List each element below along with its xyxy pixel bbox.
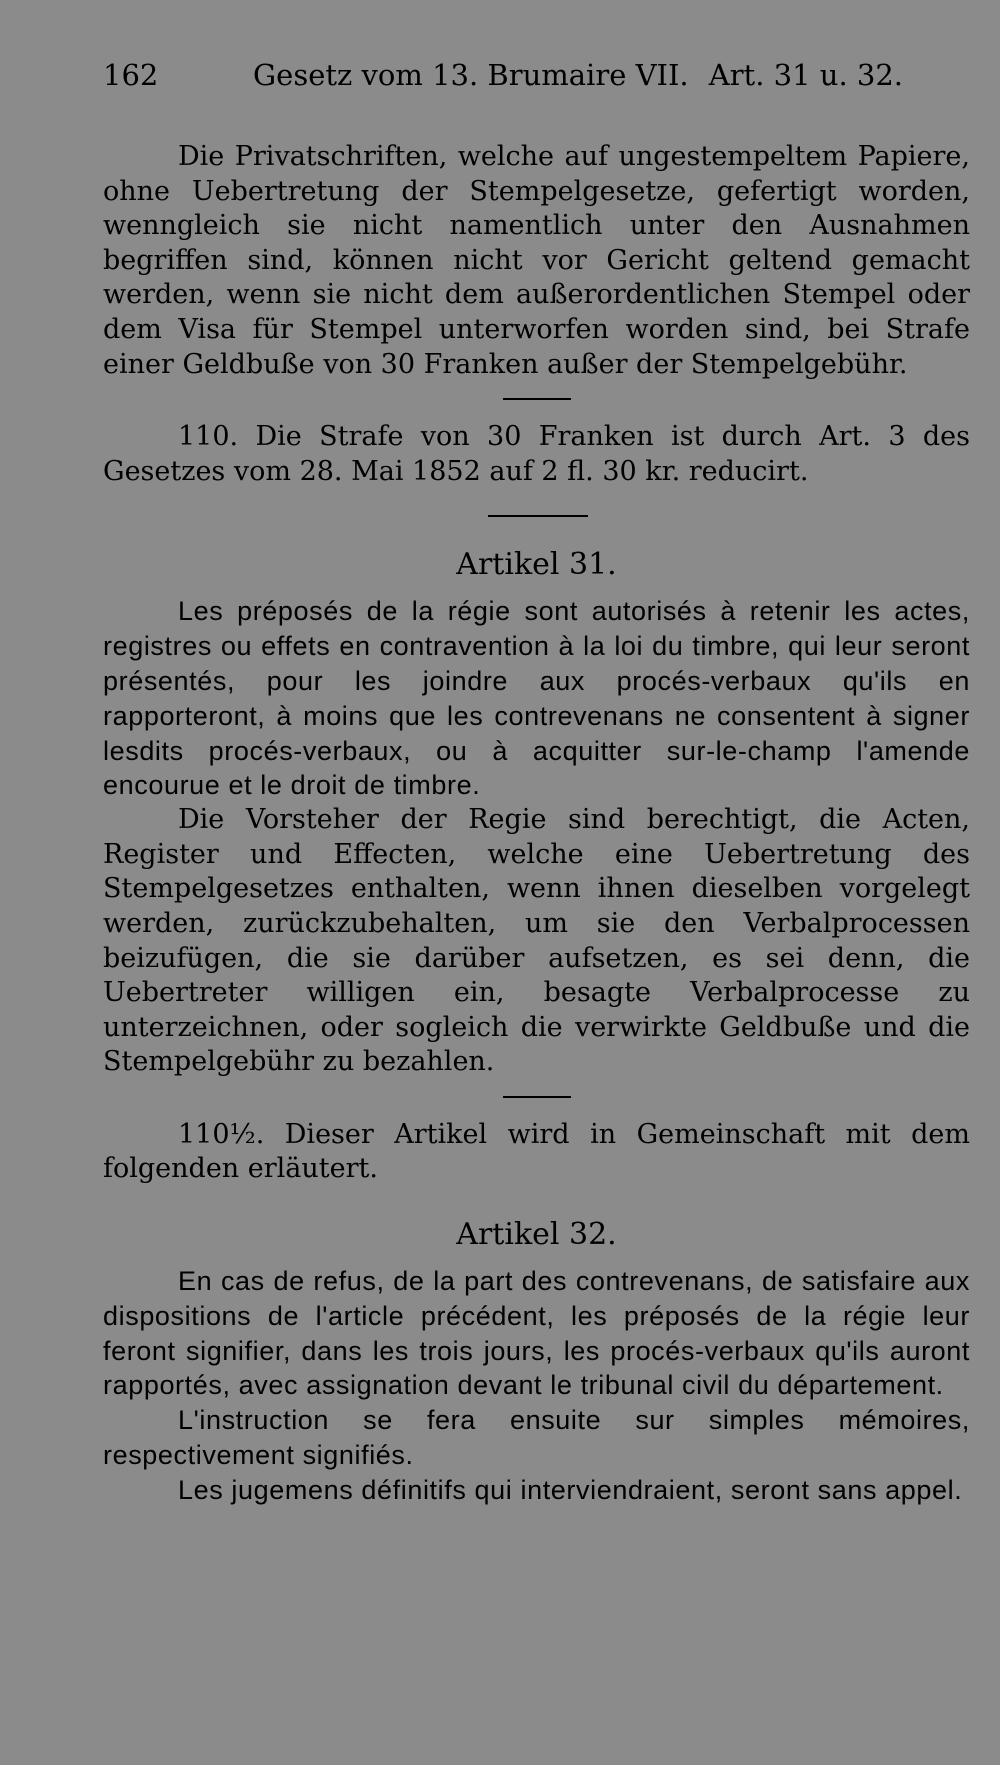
- paragraph-privatschriften: Die Privatschriften, welche auf ungestempeltem Papiere, ohne Uebertretung der Stempelgesetze, gefertigt worden, wenngleich sie nicht namentlich unter den Ausnahmen begriffen sind, können nicht vor Gericht geltend gemacht werden, wenn sie nicht dem außerordentlichen Stempel oder dem Visa für Stempel unterworfen worden sind, bei Strafe einer Geldbuße von 30 Franken außer der Stempelgebühr.: [103, 141, 970, 380]
- article-31-heading: Artikel 31.: [456, 547, 617, 583]
- divider: [503, 398, 571, 400]
- article-32-french-1: En cas de refus, de la part des contrevenans, de satisfaire aux dispositions de l'article précédent, les préposés de la régie leur feront signifier, dans les trois jours, les procés-verbaux qu'ils auront rapportés, avec assignation devant le tribunal civil du département.: [103, 1266, 970, 1401]
- article-range: Art. 31 u. 32.: [708, 58, 903, 92]
- article-32-heading: Artikel 32.: [456, 1217, 617, 1253]
- article-32-french-3: Les jugemens définitifs qui interviendraient, seront sans appel.: [178, 1474, 963, 1505]
- divider: [503, 1096, 571, 1098]
- article-31-french: Les préposés de la régie sont autorisés à retenir les actes, registres ou effets en contravention à la loi du timbre, qui leur seront présentés, pour les joindre aux procés-verbaux qu'ils en rapporteront, à moins que les contrevenans ne consentent à signer lesdits procés-verbaux, ou à acquitter sur-le-champ l'amende encourue et le droit de timbre.: [103, 596, 970, 801]
- article-31-german: Die Vorsteher der Regie sind berechtigt, die Acten, Register und Effecten, welche eine Uebertretung des Stempelgesetzes enthalten, wenn ihnen dieselben vorgelegt werden, zurückzubehalten, um sie den Verbalprocessen beizufügen, die sie darüber aufsetzen, es sei denn, die Uebertreter willigen ein, besagte Verbalprocesse zu unterzeichnen, oder sogleich die verwirkte Geldbuße und die Stempelgebühr zu bezahlen.: [103, 804, 970, 1078]
- page-number: 162: [103, 58, 159, 92]
- page-header: [103, 58, 903, 100]
- note-110: 110. Die Strafe von 30 Franken ist durch Art. 3 des Gesetzes vom 28. Mai 1852 auf 2 fl. 30 kr. reducirt.: [103, 421, 970, 487]
- section-divider: [488, 515, 588, 517]
- article-32-french-2: L'instruction se fera ensuite sur simples mémoires, respectivement signifiés.: [103, 1405, 970, 1471]
- note-110-half: 110½. Dieser Artikel wird in Gemeinschaft mit dem folgenden erläutert.: [103, 1118, 970, 1185]
- running-title: Gesetz vom 13. Brumaire VII.: [253, 58, 689, 92]
